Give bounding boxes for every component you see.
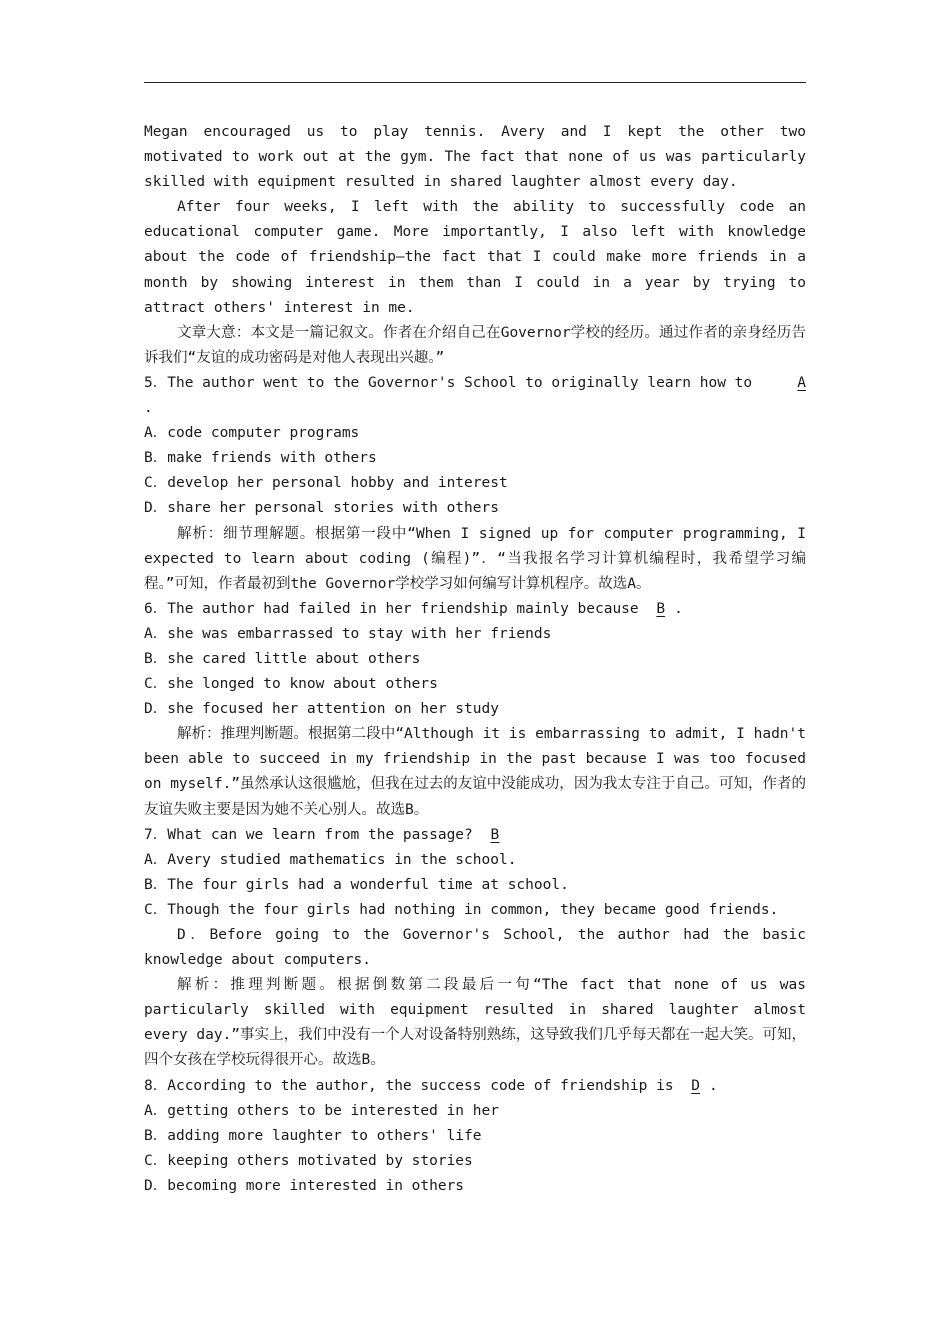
question-7-analysis: 解析：推理判断题。根据倒数第二段最后一句“The fact that none of us was particularly skilled with equipment resulted in shared laughter almost every day.”事实上，我们中没有一个人对设备特别熟练，这导致我们几乎每天都在一起大笑。可知，四个女孩在学校玩得很开心。故选B。 <box>144 977 806 1069</box>
question-5-analysis: 解析：细节理解题。根据第一段中“When I signed up for computer programming, I expected to learn about coding (编程)”．“当我报名学习计算机编程时，我希望学习编程。”可知，作者最初到the Governor学校学习如何编写计算机程序。故选A。 <box>144 525 806 592</box>
question-6-option-a: A．she was embarrassed to stay with her friends <box>144 625 552 642</box>
document-body <box>144 120 806 1199</box>
question-8-answer: D <box>691 1077 701 1094</box>
question-8-stem-line <box>144 1074 806 1099</box>
question-8-stem-tail: . <box>709 1077 718 1094</box>
passage-paragraph-last: After four weeks, I left with the ability to successfully code an educational computer game. More importantly, I also left with knowledge about the code of friendship—the fact that I could make more friends in a month by showing interest in them than I could in a year by trying to attract others' interest in me. <box>144 199 806 316</box>
question-8-option-d: D．becoming more interested in others <box>144 1177 465 1194</box>
passage-summary: 文章大意：本文是一篇记叙文。作者在介绍自己在Governor学校的经历。通过作者的亲身经历告诉我们“友谊的成功密码是对他人表现出兴趣。” <box>144 324 806 366</box>
question-6-option-b: B．she cared little about others <box>144 650 421 667</box>
question-8 <box>144 1074 806 1199</box>
passage-paragraph-end: Megan encouraged us to play tennis. Avery and I kept the other two motivated to work out at the gym. The fact that none of us was particularly skilled with equipment resulted in shared laughter almost every day. <box>144 124 806 191</box>
question-6-stem: 6．The author had failed in her friendship mainly because <box>144 600 639 617</box>
question-8-option-a: A．getting others to be interested in her <box>144 1102 499 1119</box>
question-7-option-d: D．Before going to the Governor's School, the author had the basic knowledge about computers. <box>144 927 806 969</box>
question-7-stem: 7．What can we learn from the passage? <box>144 826 473 843</box>
question-6-answer: B <box>656 600 666 617</box>
question-6-option-d: D．she focused her attention on her study <box>144 701 499 718</box>
question-6-stem-line <box>144 597 806 622</box>
question-5-option-b: B．make friends with others <box>144 450 377 467</box>
question-6-option-c: C．she longed to know about others <box>144 676 438 693</box>
question-5-option-d: D．share her personal stories with others <box>144 500 499 517</box>
question-5-stem-tail: . <box>144 400 153 417</box>
question-7-option-c: C．Though the four girls had nothing in common, they became good friends. <box>144 901 779 918</box>
question-6 <box>144 597 806 823</box>
header-rule <box>144 82 806 83</box>
question-7-option-b: B．The four girls had a wonderful time at school. <box>144 876 569 893</box>
question-8-stem: 8．According to the author, the success code of friendship is <box>144 1077 674 1094</box>
question-7 <box>144 823 806 1074</box>
question-7-answer: B <box>490 826 500 843</box>
question-6-analysis: 解析：推理判断题。根据第二段中“Although it is embarrassing to admit, I hadn't been able to succeed in my friendship in the past because I was too focused on myself.”虽然承认这很尴尬，但我在过去的友谊中没能成功，因为我太专注于自己。可知，作者的友谊失败主要是因为她不关心别人。故选B。 <box>144 726 806 818</box>
question-5-answer: A <box>797 374 806 391</box>
question-7-option-a: A．Avery studied mathematics in the school. <box>144 851 517 868</box>
question-8-option-b: B．adding more laughter to others' life <box>144 1127 482 1144</box>
question-7-stem-line <box>144 823 806 848</box>
question-5-option-a: A．code computer programs <box>144 425 360 442</box>
question-5 <box>144 371 806 597</box>
question-8-option-c: C．keeping others motivated by stories <box>144 1152 473 1169</box>
question-5-stem-line <box>144 371 806 396</box>
question-6-stem-tail: . <box>674 600 683 617</box>
question-5-stem: 5．The author went to the Governor's School to originally learn how to <box>144 374 753 391</box>
question-5-option-c: C．develop her personal hobby and interest <box>144 475 508 492</box>
